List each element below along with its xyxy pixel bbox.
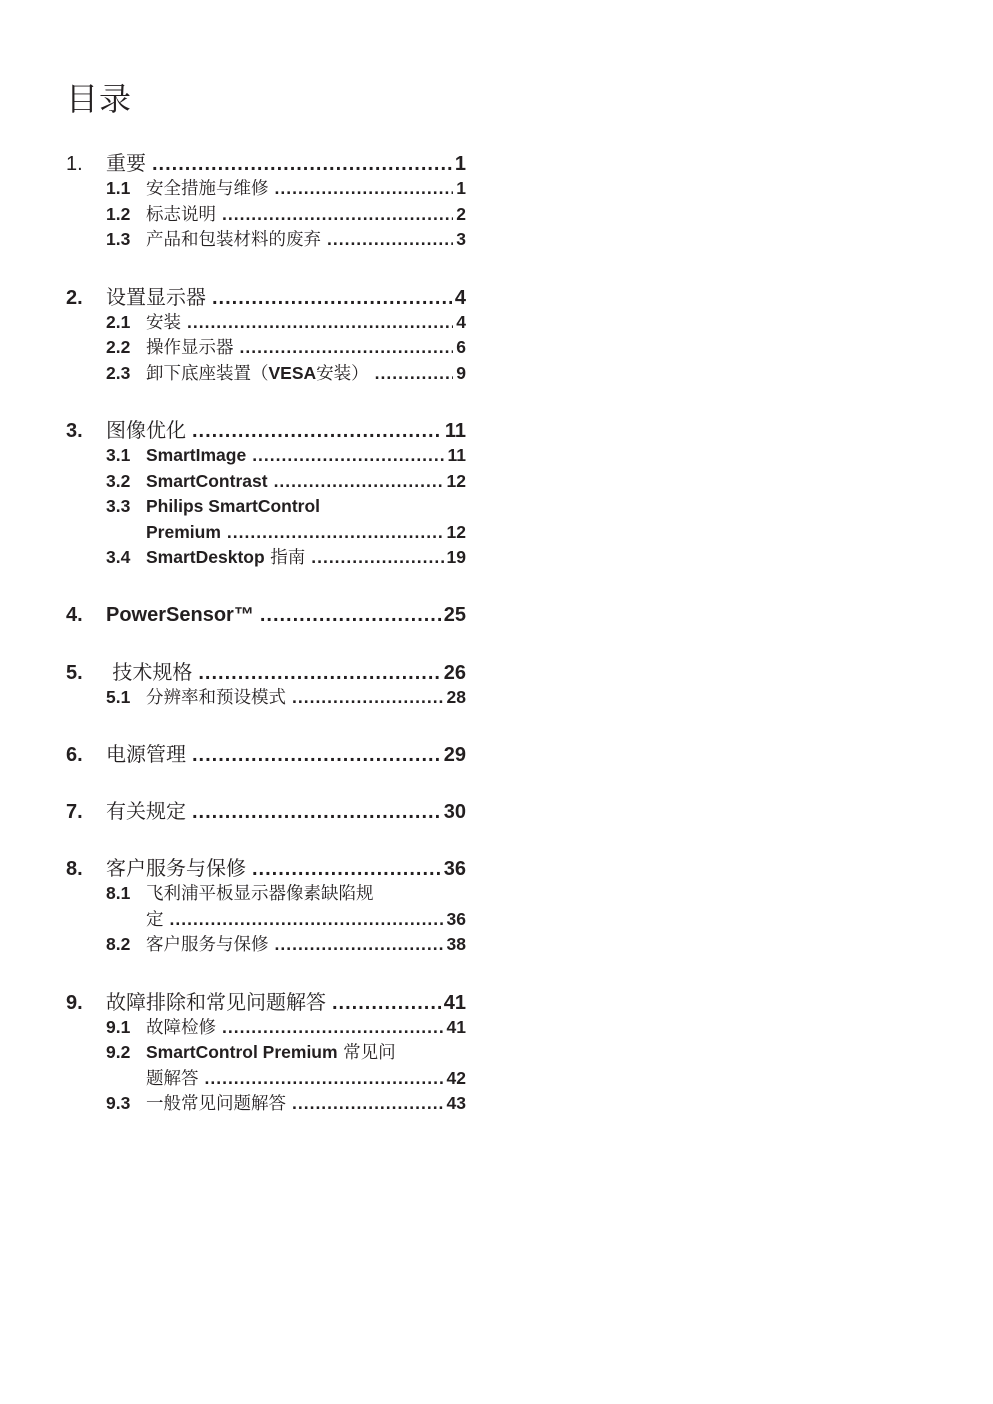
toc-number: 2.2 — [106, 337, 131, 357]
toc-entry[interactable] — [66, 881, 466, 907]
toc-title: 故障排除和常见问题解答 — [106, 989, 326, 1014]
toc-leader — [227, 520, 444, 546]
toc-entry[interactable] — [66, 202, 466, 228]
toc-page-number: 43 — [446, 1093, 466, 1113]
toc-number: 1. — [66, 153, 83, 175]
toc-page-number: 41 — [443, 991, 466, 1014]
table-of-contents — [66, 150, 466, 1148]
toc-title-part: 安装） — [316, 363, 369, 384]
toc-entry-continuation[interactable] — [66, 520, 466, 546]
toc-title: 安全措施与维修 — [146, 179, 269, 199]
toc-title: 操作显示器 — [146, 338, 234, 358]
toc-leader — [292, 685, 444, 711]
toc-leader — [152, 151, 452, 177]
toc-title: Philips SmartControl — [146, 496, 321, 516]
toc-entry[interactable] — [66, 494, 466, 520]
toc-leader — [205, 1066, 444, 1092]
toc-page-number: 38 — [446, 934, 466, 954]
toc-entry[interactable] — [66, 1091, 466, 1117]
toc-entry[interactable] — [66, 932, 466, 958]
toc-leader — [222, 202, 453, 228]
toc-page-number: 29 — [443, 744, 466, 766]
toc-entry[interactable] — [66, 310, 466, 336]
toc-section-5 — [66, 659, 466, 711]
toc-entry[interactable] — [66, 361, 466, 387]
toc-title: 图像优化 — [106, 418, 186, 442]
toc-title: 分辨率和预设模式 — [146, 687, 286, 708]
toc-number: 2. — [66, 286, 83, 309]
toc-number: 9.2 — [106, 1042, 131, 1062]
toc-page-number: 26 — [443, 661, 466, 684]
toc-leader — [192, 742, 441, 768]
toc-entry[interactable] — [66, 685, 466, 711]
toc-leader — [260, 602, 441, 628]
toc-leader — [212, 285, 452, 311]
toc-number: 8.2 — [106, 934, 131, 954]
page-title: 目录 — [66, 80, 133, 118]
toc-title: 电源管理 — [106, 742, 186, 766]
toc-entry[interactable] — [66, 602, 466, 628]
toc-number: 8.1 — [106, 883, 131, 903]
toc-title: 客户服务与保修 — [146, 935, 269, 955]
toc-section-1 — [66, 150, 466, 253]
toc-title: 题解答 — [146, 1068, 199, 1089]
toc-number: 5. — [66, 661, 83, 684]
toc-leader — [275, 932, 444, 958]
toc-title: SmartImage — [146, 445, 247, 465]
toc-entry[interactable] — [66, 417, 466, 443]
toc-page-number: 1 — [454, 153, 466, 175]
toc-title: 重要 — [106, 151, 146, 175]
toc-page-number: 12 — [446, 470, 466, 491]
toc-title — [146, 1040, 396, 1067]
toc-page-number: 36 — [446, 908, 466, 929]
toc-entry[interactable] — [66, 545, 466, 571]
toc-entry[interactable] — [66, 227, 466, 253]
toc-page-number: 6 — [456, 337, 466, 357]
toc-number: 3.2 — [106, 470, 131, 491]
toc-title: 产品和包装材料的废弃 — [146, 230, 321, 250]
toc-number: 3. — [66, 420, 83, 442]
toc-page-number: 41 — [446, 1016, 466, 1037]
toc-number: 2.3 — [106, 362, 131, 383]
toc-leader — [198, 660, 440, 686]
toc-number: 5.1 — [106, 686, 131, 707]
toc-title: 一般常见问题解答 — [146, 1094, 286, 1114]
toc-page-number: 36 — [443, 858, 466, 880]
toc-number: 3.3 — [106, 496, 131, 516]
toc-leader — [332, 990, 441, 1016]
toc-entry[interactable] — [66, 150, 466, 176]
toc-page-number: 1 — [456, 178, 466, 198]
toc-page-number: 11 — [444, 420, 466, 442]
toc-page-number: 3 — [456, 229, 466, 249]
toc-number: 2.1 — [106, 311, 131, 332]
toc-leader — [222, 1015, 444, 1041]
toc-title-part: 指南 — [264, 548, 306, 568]
toc-number: 7. — [66, 801, 83, 823]
toc-entry[interactable] — [66, 1040, 466, 1066]
toc-leader — [375, 361, 454, 387]
toc-page-number: 9 — [456, 362, 466, 383]
toc-section-3 — [66, 417, 466, 571]
toc-title: Premium — [146, 521, 221, 542]
toc-entry[interactable] — [66, 855, 466, 881]
toc-number: 9. — [66, 991, 83, 1014]
toc-title-part: 卸下底座装置（ — [146, 363, 269, 384]
toc-leader — [192, 799, 441, 825]
toc-section-2 — [66, 284, 466, 387]
toc-leader — [252, 443, 444, 469]
toc-page-number: 11 — [447, 445, 466, 465]
toc-section-9 — [66, 989, 466, 1117]
toc-page-number: 25 — [443, 603, 466, 626]
toc-leader — [311, 545, 443, 571]
toc-entry[interactable] — [66, 335, 466, 361]
toc-leader — [240, 335, 454, 361]
toc-title: SmartContrast — [146, 470, 268, 491]
toc-entry[interactable] — [66, 659, 466, 685]
toc-number: 9.3 — [106, 1093, 131, 1113]
toc-entry[interactable] — [66, 1015, 466, 1041]
toc-leader — [292, 1091, 444, 1117]
toc-page-number: 42 — [446, 1067, 466, 1088]
toc-page-number: 28 — [446, 686, 466, 707]
toc-title — [146, 545, 311, 572]
toc-title: 客户服务与保修 — [106, 856, 246, 880]
toc-number: 1.3 — [106, 229, 131, 249]
toc-entry[interactable] — [66, 443, 466, 469]
toc-leader — [275, 176, 454, 202]
toc-number: 3.1 — [106, 445, 131, 465]
toc-page-number: 2 — [456, 203, 466, 224]
toc-title: 安装 — [146, 312, 181, 333]
toc-section-4 — [66, 602, 466, 628]
toc-title: 标志说明 — [146, 204, 216, 225]
toc-number: 8. — [66, 858, 83, 880]
toc-title: PowerSensor™ — [106, 603, 254, 626]
toc-leader — [187, 310, 453, 336]
toc-title-part: SmartDesktop — [146, 547, 265, 567]
toc-number: 1.2 — [106, 203, 131, 224]
toc-leader — [274, 469, 444, 495]
toc-title: 定 — [146, 909, 164, 930]
toc-entry-continuation[interactable] — [66, 907, 466, 933]
toc-number: 9.1 — [106, 1016, 131, 1037]
toc-page-number: 12 — [446, 521, 466, 542]
toc-number: 1.1 — [106, 178, 131, 198]
toc-number: 6. — [66, 744, 83, 766]
toc-page-number: 4 — [454, 286, 466, 309]
toc-leader — [170, 907, 444, 933]
toc-title-part: 常见问 — [337, 1043, 396, 1063]
toc-section-7 — [66, 798, 466, 824]
toc-page-number: 19 — [446, 547, 466, 567]
toc-leader — [252, 856, 441, 882]
toc-title: 飞利浦平板显示器像素缺陷规 — [146, 884, 374, 904]
toc-number: 3.4 — [106, 547, 131, 567]
toc-section-8 — [66, 855, 466, 958]
toc-section-6 — [66, 741, 466, 767]
toc-entry-continuation[interactable] — [66, 1066, 466, 1092]
toc-entry[interactable] — [66, 284, 466, 310]
toc-title: 设置显示器 — [106, 284, 206, 309]
toc-entry[interactable] — [66, 469, 466, 495]
toc-page-number: 30 — [443, 801, 466, 823]
toc-entry[interactable] — [66, 741, 466, 767]
toc-number: 4. — [66, 603, 83, 626]
toc-title-part: VESA — [268, 362, 317, 383]
toc-entry[interactable] — [66, 989, 466, 1015]
toc-title: 有关规定 — [106, 799, 186, 823]
toc-page-number: 4 — [456, 311, 466, 332]
toc-leader — [327, 227, 453, 253]
toc-entry[interactable] — [66, 798, 466, 824]
toc-leader — [192, 418, 442, 444]
toc-title: 故障检修 — [146, 1017, 216, 1038]
toc-title-part: SmartControl Premium — [146, 1042, 338, 1062]
toc-title: 技术规格 — [106, 659, 193, 684]
toc-entry[interactable] — [66, 176, 466, 202]
toc-title — [146, 361, 375, 388]
